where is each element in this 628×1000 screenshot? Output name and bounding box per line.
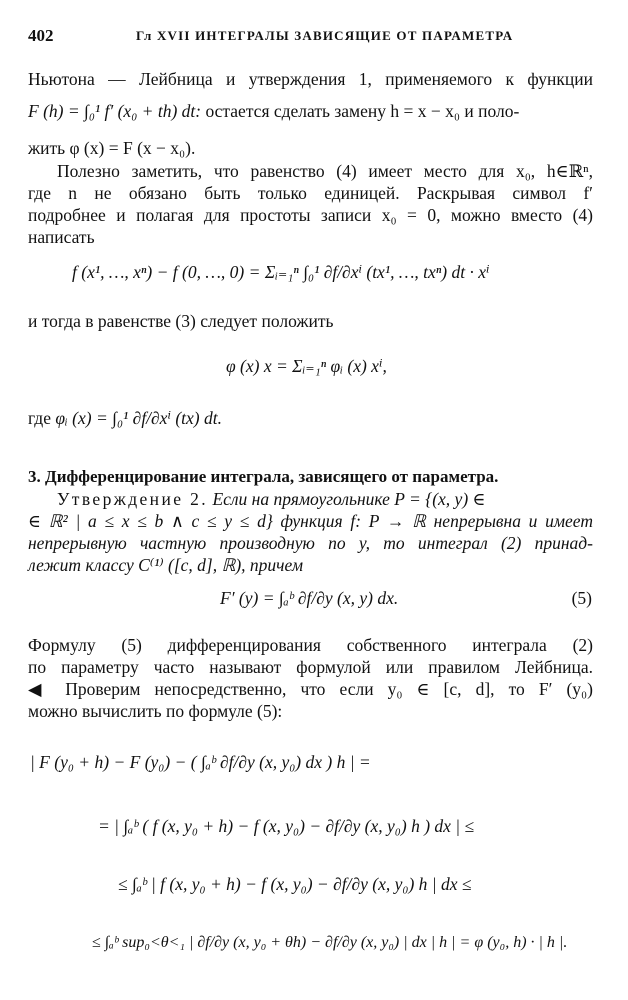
line-then: и тогда в равенстве (3) следует положить bbox=[28, 311, 334, 331]
formula-F-h: F (h) = ∫₀¹ f′ (x₀ + th) dt: bbox=[28, 101, 202, 121]
p2-line1: Полезно заметить, что равенство (4) имеет место для x₀, h∈ℝⁿ, bbox=[57, 161, 593, 181]
p2-line2: где n не обязано быть только единицей. Раскрывая символ f′ bbox=[28, 183, 593, 203]
statement-line4: лежит классу C⁽¹⁾ ([c, d], ℝ), причем bbox=[28, 555, 304, 575]
formula-expansion: f (x¹, …, xⁿ) − f (0, …, 0) = Σᵢ₌₁ⁿ ∫₀¹ ∂f/∂xⁱ (tx¹, …, txⁿ) dt · xⁱ bbox=[72, 262, 490, 282]
formula-phi: φ (x) x = Σᵢ₌₁ⁿ φᵢ (x) xⁱ, bbox=[226, 356, 387, 376]
p1-line2-text: остается сделать замену h = x − x₀ и поло- bbox=[205, 101, 520, 121]
p2-line4: написать bbox=[28, 227, 95, 247]
p1-line2 bbox=[28, 100, 593, 122]
derivation-row2: = | ∫ₐᵇ ( f (x, y₀ + h) − f (x, y₀) − ∂f/∂y (x, y₀) h ) dx | ≤ bbox=[98, 816, 475, 836]
p1-line3: жить φ (x) = F (x − x₀). bbox=[28, 138, 196, 158]
formula-phi-i-prefix: где bbox=[28, 408, 51, 428]
page-number: 402 bbox=[28, 26, 54, 45]
formula-5-number: (5) bbox=[571, 588, 592, 608]
formula-5: F′ (y) = ∫ₐᵇ ∂f/∂y (x, y) dx. bbox=[220, 588, 399, 608]
page-header bbox=[28, 26, 598, 48]
statement-line3: непрерывную частную производную по y, то интеграл (2) принад- bbox=[28, 533, 593, 553]
statement-word: Утверждение 2. bbox=[57, 489, 209, 509]
p3-line2: по параметру часто называют формулой или правилом Лейбница. bbox=[28, 657, 593, 677]
derivation-row3: ≤ ∫ₐᵇ | f (x, y₀ + h) − f (x, y₀) − ∂f/∂y (x, y₀) h | dx ≤ bbox=[118, 874, 472, 894]
statement-line1-rest: Если на прямоугольнике P = {(x, y) ∈ bbox=[212, 489, 486, 509]
p1-line1: Ньютона — Лейбница и утверждения 1, применяемого к функции bbox=[28, 69, 593, 89]
p2-line3: подробнее и полагая для простоты записи x₀ = 0, можно вместо (4) bbox=[28, 205, 593, 225]
statement-line2: ∈ ℝ² | a ≤ x ≤ b ∧ c ≤ y ≤ d} функция f: P → ℝ непрерывна и имеет bbox=[28, 511, 593, 531]
derivation-row4: ≤ ∫ₐᵇ sup₀<θ<₁ | ∂f/∂y (x, y₀ + θh) − ∂f/∂y (x, y₀) | dx | h | = φ (y₀, h) · | h |. bbox=[92, 934, 568, 951]
p3-line1: Формулу (5) дифференцирования собственного интеграла (2) bbox=[28, 635, 593, 655]
formula-phi-i-body: φᵢ (x) = ∫₀¹ ∂f/∂xⁱ (tx) dt. bbox=[55, 408, 222, 428]
formula-phi-i bbox=[28, 408, 222, 429]
section-title: 3. Дифференцирование интеграла, зависящего от параметра. bbox=[28, 467, 499, 486]
derivation-row1: | F (y₀ + h) − F (y₀) − ( ∫ₐᵇ ∂f/∂y (x, y₀) dx ) h | = bbox=[30, 752, 371, 772]
running-head: Гл XVII ИНТЕГРАЛЫ ЗАВИСЯЩИЕ ОТ ПАРАМЕТРА bbox=[136, 28, 514, 43]
p3-line3: ◀ Проверим непосредственно, что если y₀ ∈ [c, d], то F′ (y₀) bbox=[28, 679, 593, 699]
p3-line4: можно вычислить по формуле (5): bbox=[28, 701, 283, 721]
statement-line1 bbox=[57, 488, 593, 510]
